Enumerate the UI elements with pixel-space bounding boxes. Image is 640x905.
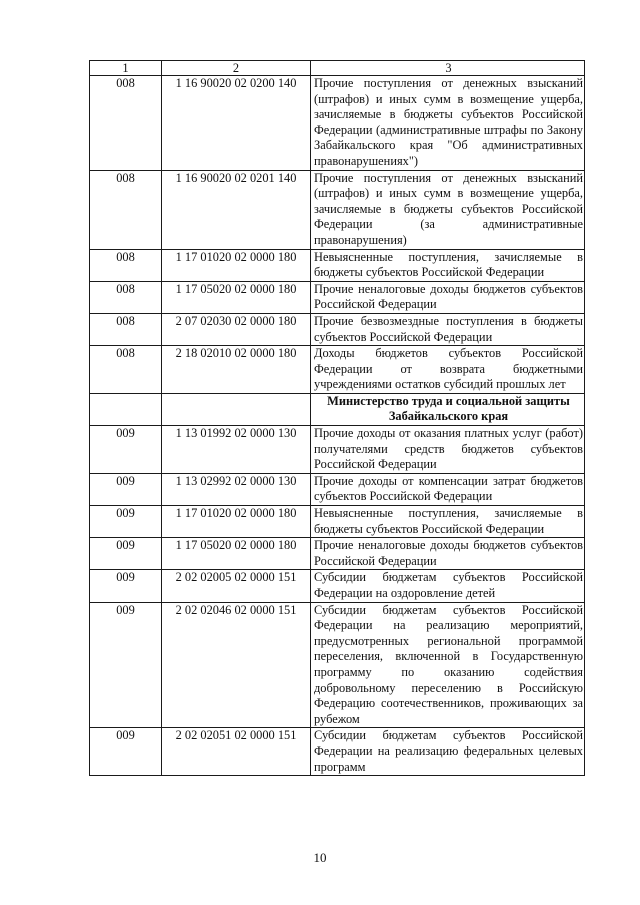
description-cell: Субсидии бюджетам субъектов Российской Федерации на реализацию федеральных целевых программ bbox=[311, 728, 585, 776]
description-cell: Субсидии бюджетам субъектов Российской Федерации на оздоровление детей bbox=[311, 570, 585, 602]
description-cell: Невыясненные поступления, зачисляемые в бюджеты субъектов Российской Федерации bbox=[311, 506, 585, 538]
revenue-codes-table bbox=[89, 60, 585, 776]
table-row bbox=[90, 249, 585, 281]
revenue-code-cell: 2 07 02030 02 0000 180 bbox=[162, 313, 311, 345]
admin-code-cell: 008 bbox=[90, 313, 162, 345]
description-cell: Прочие поступления от денежных взысканий (штрафов) и иных сумм в возмещение ущерба, зачисляемые в бюджеты субъектов Российской Федерации (за административные правонарушения) bbox=[311, 170, 585, 249]
revenue-code-cell: 1 17 05020 02 0000 180 bbox=[162, 538, 311, 570]
revenue-code-cell: 1 13 01992 02 0000 130 bbox=[162, 426, 311, 474]
description-cell: Прочие неналоговые доходы бюджетов субъектов Российской Федерации bbox=[311, 538, 585, 570]
description-cell: Прочие доходы от компенсации затрат бюджетов субъектов Российской Федерации bbox=[311, 473, 585, 505]
admin-code-cell: 009 bbox=[90, 602, 162, 728]
revenue-code-cell: 1 17 01020 02 0000 180 bbox=[162, 506, 311, 538]
table-row bbox=[90, 281, 585, 313]
table-row bbox=[90, 728, 585, 776]
revenue-code-cell: 2 02 02046 02 0000 151 bbox=[162, 602, 311, 728]
admin-code-cell: 009 bbox=[90, 506, 162, 538]
table-header-row bbox=[90, 61, 585, 76]
description-cell: Прочие неналоговые доходы бюджетов субъектов Российской Федерации bbox=[311, 281, 585, 313]
table-row bbox=[90, 538, 585, 570]
admin-code-cell: 009 bbox=[90, 570, 162, 602]
section-title-cell: Министерство труда и социальной защиты Забайкальского края bbox=[311, 393, 585, 425]
column-header-1: 1 bbox=[90, 61, 162, 76]
table-row bbox=[90, 570, 585, 602]
table-body bbox=[90, 61, 585, 776]
description-cell: Невыясненные поступления, зачисляемые в бюджеты субъектов Российской Федерации bbox=[311, 249, 585, 281]
revenue-code-cell: 1 17 05020 02 0000 180 bbox=[162, 281, 311, 313]
revenue-code-cell: 2 18 02010 02 0000 180 bbox=[162, 346, 311, 394]
description-cell: Прочие доходы от оказания платных услуг (работ) получателями средств бюджетов субъектов Российской Федерации bbox=[311, 426, 585, 474]
table-row bbox=[90, 76, 585, 171]
table-row bbox=[90, 426, 585, 474]
revenue-code-cell: 2 02 02005 02 0000 151 bbox=[162, 570, 311, 602]
column-header-3: 3 bbox=[311, 61, 585, 76]
admin-code-cell: 009 bbox=[90, 538, 162, 570]
revenue-code-cell: 1 16 90020 02 0201 140 bbox=[162, 170, 311, 249]
admin-code-cell: 008 bbox=[90, 346, 162, 394]
table-row bbox=[90, 506, 585, 538]
admin-code-cell: 008 bbox=[90, 170, 162, 249]
section-header-row bbox=[90, 393, 585, 425]
table-row bbox=[90, 602, 585, 728]
revenue-code-cell: 1 13 02992 02 0000 130 bbox=[162, 473, 311, 505]
revenue-code-cell: 2 02 02051 02 0000 151 bbox=[162, 728, 311, 776]
revenue-code-cell bbox=[162, 393, 311, 425]
admin-code-cell: 008 bbox=[90, 281, 162, 313]
admin-code-cell: 008 bbox=[90, 249, 162, 281]
table-row bbox=[90, 346, 585, 394]
table-row bbox=[90, 313, 585, 345]
description-cell: Прочие безвозмездные поступления в бюджеты субъектов Российской Федерации bbox=[311, 313, 585, 345]
admin-code-cell: 009 bbox=[90, 426, 162, 474]
description-cell: Субсидии бюджетам субъектов Российской Федерации на реализацию мероприятий, предусмотренных региональной программой переселения, включенной в Государственную программу по оказанию содействия добровольному переселению в Российскую Федерацию соотечественников, проживающих за рубежом bbox=[311, 602, 585, 728]
table-row bbox=[90, 170, 585, 249]
page-number: 10 bbox=[313, 850, 327, 865]
admin-code-cell: 009 bbox=[90, 728, 162, 776]
column-header-2: 2 bbox=[162, 61, 311, 76]
admin-code-cell: 009 bbox=[90, 473, 162, 505]
admin-code-cell: 008 bbox=[90, 76, 162, 171]
table-row bbox=[90, 473, 585, 505]
admin-code-cell bbox=[90, 393, 162, 425]
description-cell: Прочие поступления от денежных взысканий (штрафов) и иных сумм в возмещение ущерба, зачисляемые в бюджеты субъектов Российской Федерации (административные штрафы по Закону Забайкальского края "Об административных правонарушениях") bbox=[311, 76, 585, 171]
revenue-code-cell: 1 17 01020 02 0000 180 bbox=[162, 249, 311, 281]
description-cell: Доходы бюджетов субъектов Российской Федерации от возврата бюджетными учреждениями остатков субсидий прошлых лет bbox=[311, 346, 585, 394]
revenue-code-cell: 1 16 90020 02 0200 140 bbox=[162, 76, 311, 171]
